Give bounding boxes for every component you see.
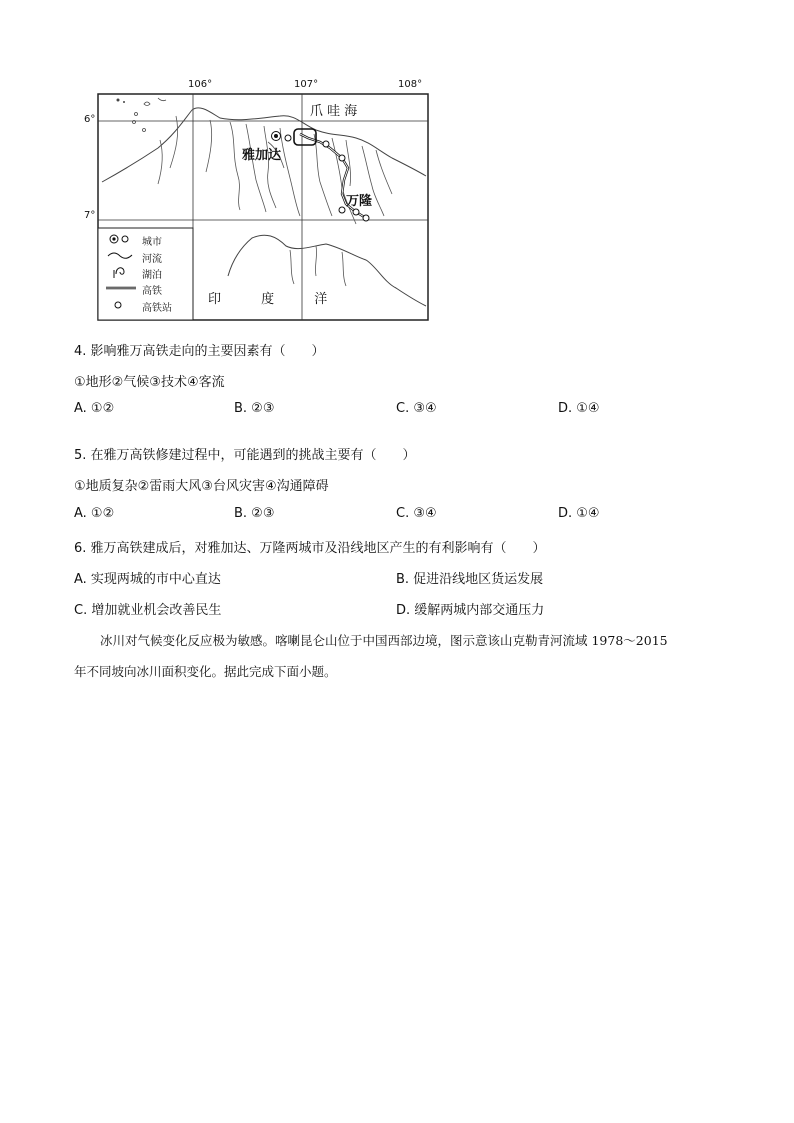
legend-city-label: 城市 bbox=[142, 237, 162, 248]
question-4-option-a[interactable]: A. ①② bbox=[74, 401, 115, 416]
lon-label-108: 108° bbox=[398, 79, 423, 90]
passage-line-2: 年不同坡向冰川面积变化。据此完成下面小题。 bbox=[74, 664, 337, 679]
question-5-option-c[interactable]: C. ③④ bbox=[396, 506, 437, 521]
lat-label-6: 6° bbox=[84, 114, 96, 125]
question-5-option-a[interactable]: A. ①② bbox=[74, 506, 115, 521]
question-5-option-d[interactable]: D. ①④ bbox=[558, 506, 600, 521]
legend-river-label: 河流 bbox=[142, 254, 162, 265]
question-4-items: ①地形②气候③技术④客流 bbox=[74, 375, 225, 390]
question-6-option-c[interactable]: C. 增加就业机会改善民生 bbox=[74, 603, 222, 618]
bandung-city bbox=[353, 209, 359, 215]
bandung-label: 万隆 bbox=[346, 194, 373, 209]
question-4-stem: 4. 影响雅万高铁走向的主要因素有（ ） bbox=[74, 344, 325, 359]
legend-station-label: 高铁站 bbox=[142, 303, 172, 314]
question-6-option-b[interactable]: B. 促进沿线地区货运发展 bbox=[396, 572, 544, 587]
jakarta-label: 雅加达 bbox=[242, 148, 282, 163]
legend-lake-label: 湖泊 bbox=[142, 270, 162, 281]
station bbox=[339, 155, 345, 161]
lat-label-7: 7° bbox=[84, 210, 96, 221]
station bbox=[323, 141, 329, 147]
station bbox=[339, 207, 345, 213]
question-6-option-a[interactable]: A. 实现两城的市中心直达 bbox=[74, 572, 221, 587]
indian-ocean-label: 印 度 洋 bbox=[208, 292, 346, 307]
map-svg bbox=[80, 76, 440, 324]
question-5-items: ①地质复杂②雷雨大风③台风灾害④沟通障碍 bbox=[74, 479, 329, 494]
question-4-option-d[interactable]: D. ①④ bbox=[558, 401, 600, 416]
question-5-option-b[interactable]: B. ②③ bbox=[234, 506, 275, 521]
passage-line-1: 冰川对气候变化反应极为敏感。喀喇昆仑山位于中国西部边境，图示意该山克勒青河流域 1978～2015 bbox=[100, 633, 668, 648]
station bbox=[363, 215, 369, 221]
question-6-option-d[interactable]: D. 缓解两城内部交通压力 bbox=[396, 603, 545, 618]
java-sea-label: 爪 哇 海 bbox=[310, 104, 358, 119]
question-4-option-c[interactable]: C. ③④ bbox=[396, 401, 437, 416]
question-5-stem: 5. 在雅万高铁修建过程中，可能遇到的挑战主要有（ ） bbox=[74, 448, 416, 463]
map-figure bbox=[80, 76, 440, 324]
lon-label-106: 106° bbox=[188, 79, 213, 90]
question-6-stem: 6. 雅万高铁建成后，对雅加达、万隆两城市及沿线地区产生的有利影响有（ ） bbox=[74, 541, 546, 556]
legend-railway-label: 高铁 bbox=[142, 286, 162, 297]
lon-label-107: 107° bbox=[294, 79, 319, 90]
question-4-option-b[interactable]: B. ②③ bbox=[234, 401, 275, 416]
